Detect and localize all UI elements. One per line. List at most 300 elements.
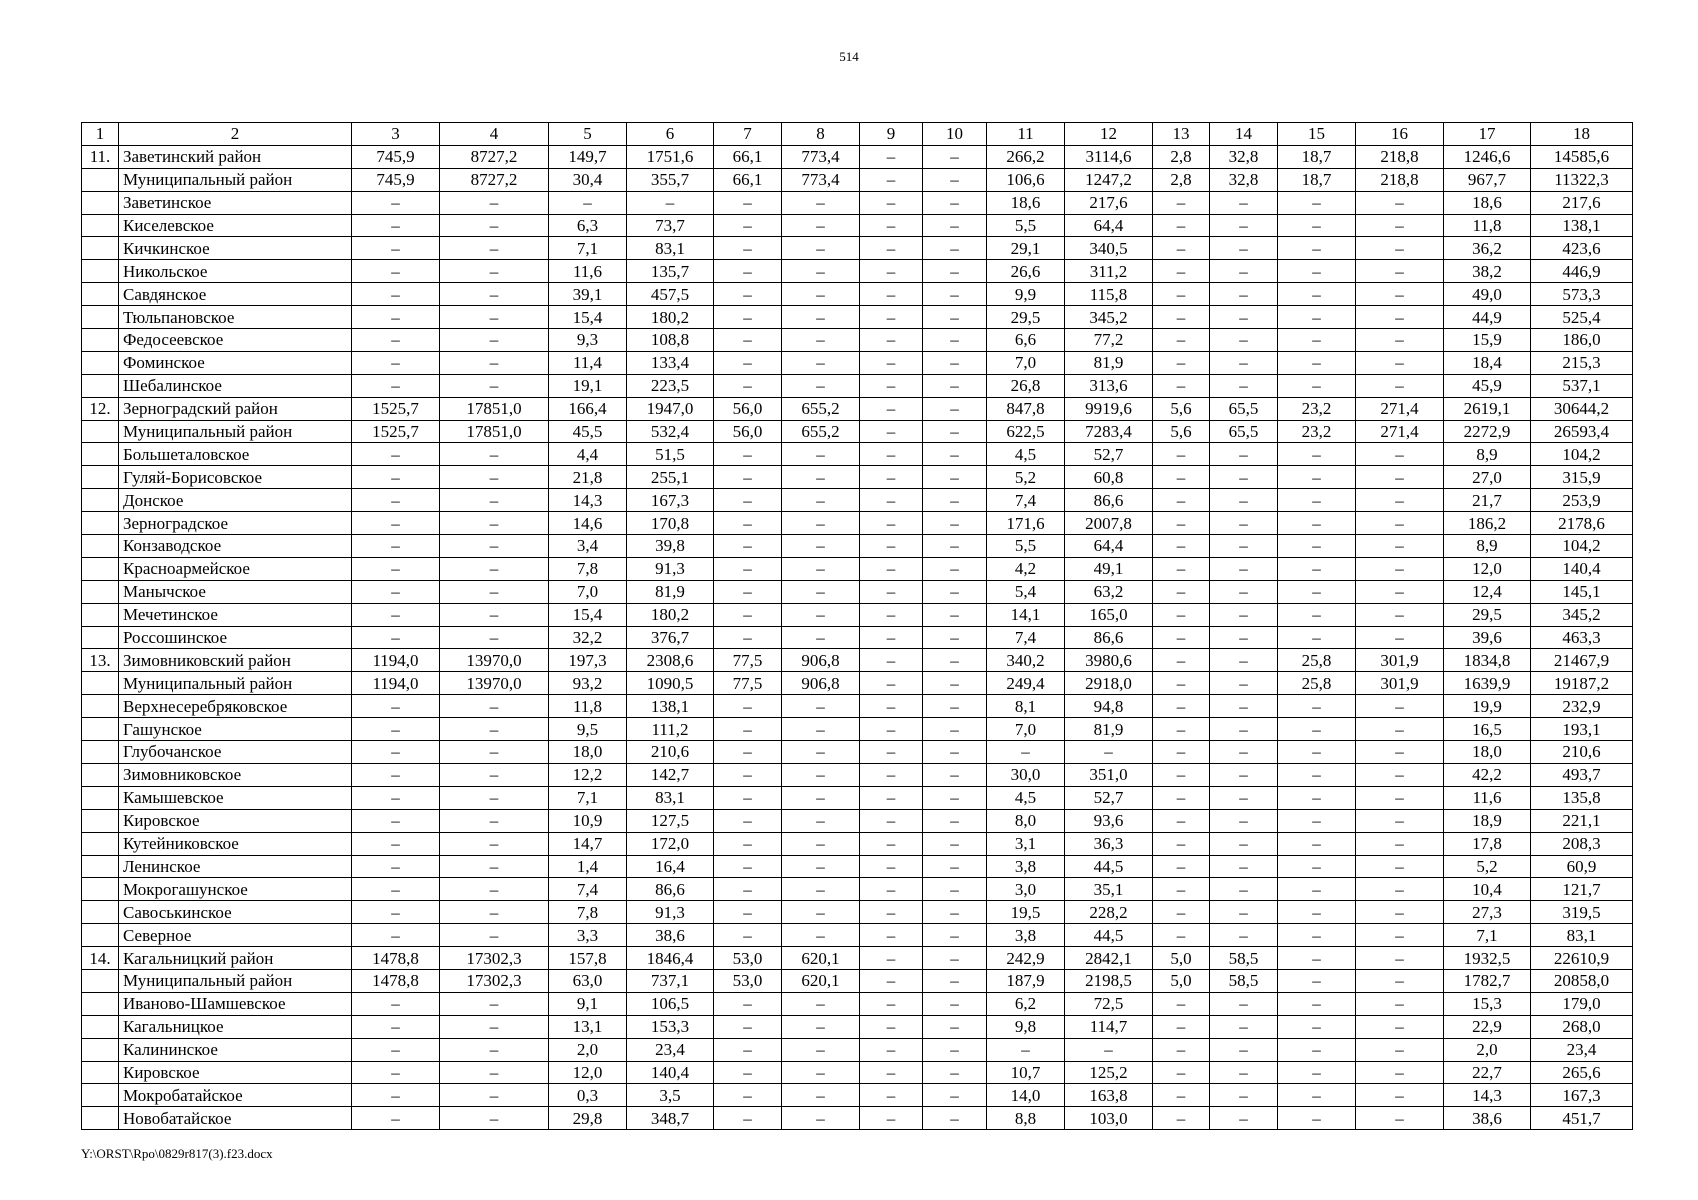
value-cell: 66,1 [714, 145, 782, 168]
value-cell: – [923, 580, 987, 603]
value-cell: 63,2 [1065, 580, 1153, 603]
value-cell: 83,1 [627, 237, 714, 260]
value-cell: – [860, 283, 923, 306]
value-cell: – [440, 855, 549, 878]
value-cell: – [1278, 718, 1356, 741]
value-cell: 906,8 [782, 672, 860, 695]
value-cell: 2272,9 [1444, 420, 1531, 443]
value-cell: 242,9 [987, 947, 1065, 970]
value-cell: 27,3 [1444, 901, 1531, 924]
value-cell: 13,1 [549, 1015, 627, 1038]
value-cell: – [352, 718, 440, 741]
value-cell: – [923, 924, 987, 947]
value-cell: – [923, 443, 987, 466]
value-cell: 114,7 [1065, 1015, 1153, 1038]
value-cell: 17,8 [1444, 832, 1531, 855]
value-cell: 1247,2 [1065, 168, 1153, 191]
value-cell: 26,6 [987, 260, 1065, 283]
value-cell: 3,8 [987, 855, 1065, 878]
value-cell: 26,8 [987, 374, 1065, 397]
value-cell: 27,0 [1444, 466, 1531, 489]
value-cell: – [1153, 237, 1210, 260]
value-cell: 138,1 [627, 695, 714, 718]
value-cell: – [352, 924, 440, 947]
value-cell: – [714, 374, 782, 397]
value-cell: – [1153, 535, 1210, 558]
value-cell: 8,8 [987, 1107, 1065, 1130]
value-cell: 223,5 [627, 374, 714, 397]
value-cell: – [1210, 466, 1278, 489]
value-cell: – [1356, 786, 1444, 809]
value-cell: – [782, 1038, 860, 1061]
row-number-cell [82, 832, 119, 855]
value-cell: – [1356, 489, 1444, 512]
territory-name-cell: Новобатайское [119, 1107, 352, 1130]
table-row [82, 1038, 1633, 1061]
value-cell: 19,1 [549, 374, 627, 397]
value-cell: – [860, 397, 923, 420]
value-cell: – [1278, 809, 1356, 832]
value-cell: 15,9 [1444, 329, 1531, 352]
value-cell: 193,1 [1531, 718, 1633, 741]
value-cell: – [860, 672, 923, 695]
value-cell: – [1278, 466, 1356, 489]
value-cell: – [1356, 741, 1444, 764]
table-row [82, 626, 1633, 649]
value-cell: – [352, 512, 440, 535]
value-cell: 210,6 [1531, 741, 1633, 764]
value-cell: 91,3 [627, 901, 714, 924]
value-cell: 153,3 [627, 1015, 714, 1038]
value-cell: 86,6 [1065, 626, 1153, 649]
value-cell: 167,3 [627, 489, 714, 512]
value-cell: – [714, 306, 782, 329]
territory-name-cell: Камышевское [119, 786, 352, 809]
value-cell: 3,4 [549, 535, 627, 558]
value-cell: – [1356, 1107, 1444, 1130]
value-cell: – [1210, 855, 1278, 878]
table-row [82, 878, 1633, 901]
value-cell: 7,0 [987, 351, 1065, 374]
value-cell: 18,0 [549, 741, 627, 764]
value-cell: – [714, 489, 782, 512]
footer-file-path: Y:\ORST\Rpo\0829r817(3).f23.docx [81, 1146, 273, 1161]
value-cell: – [1356, 351, 1444, 374]
value-cell: – [1356, 443, 1444, 466]
value-cell: 172,0 [627, 832, 714, 855]
value-cell: 179,0 [1531, 992, 1633, 1015]
value-cell: – [860, 626, 923, 649]
value-cell: – [923, 191, 987, 214]
value-cell: 493,7 [1531, 763, 1633, 786]
row-number-cell [82, 969, 119, 992]
value-cell: – [1153, 443, 1210, 466]
value-cell: – [782, 489, 860, 512]
value-cell: – [714, 512, 782, 535]
value-cell: 58,5 [1210, 969, 1278, 992]
value-cell: – [1210, 283, 1278, 306]
value-cell: – [782, 603, 860, 626]
value-cell: 7,4 [987, 626, 1065, 649]
value-cell: 12,2 [549, 763, 627, 786]
value-cell: 9,5 [549, 718, 627, 741]
value-cell: – [352, 283, 440, 306]
territory-name-cell: Мечетинское [119, 603, 352, 626]
territory-name-cell: Калининское [119, 1038, 352, 1061]
value-cell: 301,9 [1356, 672, 1444, 695]
value-cell: 149,7 [549, 145, 627, 168]
value-cell: – [923, 603, 987, 626]
value-cell: 58,5 [1210, 947, 1278, 970]
value-cell: – [782, 283, 860, 306]
value-cell: – [1210, 512, 1278, 535]
value-cell: – [923, 260, 987, 283]
value-cell: 620,1 [782, 947, 860, 970]
value-cell: 93,6 [1065, 809, 1153, 832]
territory-name-cell: Федосеевское [119, 329, 352, 352]
value-cell: – [782, 329, 860, 352]
value-cell: – [1210, 832, 1278, 855]
value-cell: – [923, 626, 987, 649]
value-cell: – [923, 809, 987, 832]
value-cell: 25,8 [1278, 649, 1356, 672]
value-cell: 3,3 [549, 924, 627, 947]
value-cell: – [1278, 1084, 1356, 1107]
value-cell: 208,3 [1531, 832, 1633, 855]
value-cell: – [923, 649, 987, 672]
value-cell: – [860, 878, 923, 901]
value-cell: – [1210, 1038, 1278, 1061]
value-cell: – [714, 832, 782, 855]
value-cell: 21467,9 [1531, 649, 1633, 672]
value-cell: 5,2 [1444, 855, 1531, 878]
value-cell: 18,6 [1444, 191, 1531, 214]
value-cell: 4,5 [987, 786, 1065, 809]
value-cell: – [352, 626, 440, 649]
column-header-2: 2 [119, 123, 352, 146]
value-cell: 345,2 [1531, 603, 1633, 626]
value-cell: – [923, 992, 987, 1015]
value-cell: – [1153, 1061, 1210, 1084]
value-cell: 104,2 [1531, 443, 1633, 466]
value-cell: – [923, 901, 987, 924]
value-cell: – [1153, 1084, 1210, 1107]
table-row [82, 351, 1633, 374]
value-cell: 0,3 [549, 1084, 627, 1107]
value-cell: 265,6 [1531, 1061, 1633, 1084]
value-cell: 38,6 [1444, 1107, 1531, 1130]
value-cell: – [1210, 214, 1278, 237]
value-cell: 77,5 [714, 672, 782, 695]
value-cell: – [923, 168, 987, 191]
value-cell: – [714, 1061, 782, 1084]
value-cell: – [860, 1084, 923, 1107]
value-cell: 14585,6 [1531, 145, 1633, 168]
value-cell: 457,5 [627, 283, 714, 306]
value-cell: – [782, 855, 860, 878]
value-cell: 1194,0 [352, 649, 440, 672]
value-cell: 8,0 [987, 809, 1065, 832]
row-number-cell [82, 351, 119, 374]
value-cell: 1846,4 [627, 947, 714, 970]
row-number-cell [82, 283, 119, 306]
value-cell: 6,3 [549, 214, 627, 237]
table-header-row [82, 123, 1633, 146]
page-number: 514 [839, 49, 859, 64]
value-cell: 271,4 [1356, 397, 1444, 420]
value-cell: – [860, 1038, 923, 1061]
table-row [82, 695, 1633, 718]
value-cell: – [782, 191, 860, 214]
value-cell: – [1278, 901, 1356, 924]
value-cell: – [1210, 672, 1278, 695]
value-cell: 81,9 [1065, 351, 1153, 374]
value-cell: – [860, 695, 923, 718]
territory-name-cell: Верхнесеребряковское [119, 695, 352, 718]
table-row [82, 145, 1633, 168]
value-cell: – [1356, 763, 1444, 786]
territory-name-cell: Муниципальный район [119, 168, 352, 191]
value-cell: 30,4 [549, 168, 627, 191]
table-row [82, 741, 1633, 764]
value-cell: 620,1 [782, 969, 860, 992]
value-cell: – [987, 1038, 1065, 1061]
territory-name-cell: Кировское [119, 809, 352, 832]
row-number-cell [82, 672, 119, 695]
value-cell: 63,0 [549, 969, 627, 992]
value-cell: – [782, 580, 860, 603]
value-cell: – [923, 718, 987, 741]
value-cell: – [352, 535, 440, 558]
value-cell: – [1356, 535, 1444, 558]
value-cell: 14,3 [549, 489, 627, 512]
value-cell: – [923, 832, 987, 855]
value-cell: 135,8 [1531, 786, 1633, 809]
territory-name-cell: Зерноградский район [119, 397, 352, 420]
row-number-cell [82, 1107, 119, 1130]
value-cell: 7,8 [549, 557, 627, 580]
value-cell: 8727,2 [440, 145, 549, 168]
row-number-cell [82, 535, 119, 558]
value-cell: 49,0 [1444, 283, 1531, 306]
value-cell: 163,8 [1065, 1084, 1153, 1107]
value-cell: – [352, 901, 440, 924]
value-cell: 36,2 [1444, 237, 1531, 260]
value-cell: – [860, 214, 923, 237]
value-cell: – [352, 741, 440, 764]
value-cell: – [782, 878, 860, 901]
row-number-cell [82, 557, 119, 580]
value-cell: – [860, 763, 923, 786]
column-header-10: 10 [923, 123, 987, 146]
value-cell: 9,1 [549, 992, 627, 1015]
value-cell: – [440, 443, 549, 466]
value-cell: 655,2 [782, 397, 860, 420]
value-cell: – [860, 649, 923, 672]
value-cell: 1751,6 [627, 145, 714, 168]
value-cell: – [1278, 306, 1356, 329]
value-cell: – [782, 306, 860, 329]
column-header-15: 15 [1278, 123, 1356, 146]
value-cell: – [782, 901, 860, 924]
table-row [82, 168, 1633, 191]
table-row [82, 855, 1633, 878]
value-cell: 9,9 [987, 283, 1065, 306]
value-cell: 22610,9 [1531, 947, 1633, 970]
row-number-cell [82, 603, 119, 626]
value-cell: – [1153, 878, 1210, 901]
territory-name-cell: Тюльпановское [119, 306, 352, 329]
value-cell: 532,4 [627, 420, 714, 443]
value-cell: – [1210, 1061, 1278, 1084]
value-cell: – [714, 191, 782, 214]
value-cell: – [1356, 1061, 1444, 1084]
value-cell: – [1210, 1107, 1278, 1130]
value-cell: 6,2 [987, 992, 1065, 1015]
value-cell: – [1210, 237, 1278, 260]
row-number-cell [82, 214, 119, 237]
value-cell: 3114,6 [1065, 145, 1153, 168]
value-cell: 218,8 [1356, 145, 1444, 168]
value-cell: – [440, 466, 549, 489]
value-cell: – [923, 786, 987, 809]
value-cell: – [1278, 878, 1356, 901]
statistics-table [81, 122, 1633, 1130]
column-header-5: 5 [549, 123, 627, 146]
value-cell: – [1210, 1084, 1278, 1107]
value-cell: 906,8 [782, 649, 860, 672]
value-cell: 268,0 [1531, 1015, 1633, 1038]
value-cell: 29,5 [987, 306, 1065, 329]
value-cell: – [352, 878, 440, 901]
territory-name-cell: Гашунское [119, 718, 352, 741]
value-cell: – [440, 351, 549, 374]
value-cell: – [1210, 351, 1278, 374]
value-cell: 1834,8 [1444, 649, 1531, 672]
value-cell: – [1278, 1038, 1356, 1061]
value-cell: – [1278, 1061, 1356, 1084]
value-cell: 45,5 [549, 420, 627, 443]
value-cell: 622,5 [987, 420, 1065, 443]
value-cell: – [1278, 443, 1356, 466]
value-cell: – [1210, 786, 1278, 809]
value-cell: – [1153, 1107, 1210, 1130]
value-cell: 2007,8 [1065, 512, 1153, 535]
row-number-cell [82, 1015, 119, 1038]
value-cell: 5,5 [987, 214, 1065, 237]
value-cell: – [1356, 329, 1444, 352]
value-cell: 8,9 [1444, 443, 1531, 466]
value-cell: 967,7 [1444, 168, 1531, 191]
row-number-cell: 13. [82, 649, 119, 672]
value-cell: – [440, 763, 549, 786]
value-cell: 16,4 [627, 855, 714, 878]
value-cell: – [1356, 901, 1444, 924]
value-cell: – [440, 1038, 549, 1061]
table-row [82, 992, 1633, 1015]
value-cell: – [1210, 1015, 1278, 1038]
value-cell: – [1278, 626, 1356, 649]
value-cell: 5,2 [987, 466, 1065, 489]
value-cell: – [1278, 580, 1356, 603]
value-cell: – [923, 969, 987, 992]
territory-name-cell: Кутейниковское [119, 832, 352, 855]
value-cell: – [782, 374, 860, 397]
value-cell: – [440, 878, 549, 901]
table-row [82, 420, 1633, 443]
table-row [82, 535, 1633, 558]
value-cell: – [860, 947, 923, 970]
value-cell: 340,5 [1065, 237, 1153, 260]
value-cell: – [923, 489, 987, 512]
value-cell: 221,1 [1531, 809, 1633, 832]
value-cell: – [1278, 351, 1356, 374]
value-cell: 11322,3 [1531, 168, 1633, 191]
value-cell: – [860, 741, 923, 764]
value-cell: – [923, 695, 987, 718]
value-cell: 1090,5 [627, 672, 714, 695]
value-cell: – [714, 1084, 782, 1107]
value-cell: – [923, 672, 987, 695]
table-row [82, 374, 1633, 397]
value-cell: – [714, 901, 782, 924]
value-cell: – [782, 351, 860, 374]
value-cell: 14,1 [987, 603, 1065, 626]
value-cell: – [440, 1084, 549, 1107]
value-cell: – [1278, 924, 1356, 947]
value-cell: – [440, 1107, 549, 1130]
territory-name-cell: Зимовниковское [119, 763, 352, 786]
value-cell: – [440, 489, 549, 512]
row-number-cell [82, 489, 119, 512]
value-cell: 1782,7 [1444, 969, 1531, 992]
value-cell: – [1356, 1015, 1444, 1038]
value-cell: 18,6 [987, 191, 1065, 214]
value-cell: 81,9 [1065, 718, 1153, 741]
value-cell: – [1356, 1084, 1444, 1107]
value-cell: – [1153, 992, 1210, 1015]
value-cell: – [440, 901, 549, 924]
value-cell: – [714, 855, 782, 878]
value-cell: 133,4 [627, 351, 714, 374]
value-cell: – [352, 466, 440, 489]
value-cell: – [352, 695, 440, 718]
value-cell: 66,1 [714, 168, 782, 191]
value-cell: 5,0 [1153, 947, 1210, 970]
value-cell: – [923, 374, 987, 397]
value-cell: 142,7 [627, 763, 714, 786]
value-cell: 140,4 [627, 1061, 714, 1084]
column-header-11: 11 [987, 123, 1065, 146]
row-number-cell [82, 695, 119, 718]
value-cell: 170,8 [627, 512, 714, 535]
value-cell: 7,1 [549, 237, 627, 260]
value-cell: – [923, 855, 987, 878]
value-cell: – [440, 374, 549, 397]
territory-name-cell: Донское [119, 489, 352, 512]
value-cell: – [782, 626, 860, 649]
value-cell: 60,9 [1531, 855, 1633, 878]
value-cell: 10,4 [1444, 878, 1531, 901]
row-number-cell [82, 741, 119, 764]
territory-name-cell: Россошинское [119, 626, 352, 649]
value-cell: 2198,5 [1065, 969, 1153, 992]
value-cell: 1478,8 [352, 947, 440, 970]
value-cell: – [440, 191, 549, 214]
value-cell: 2,8 [1153, 145, 1210, 168]
value-cell: – [782, 1107, 860, 1130]
value-cell: – [782, 786, 860, 809]
